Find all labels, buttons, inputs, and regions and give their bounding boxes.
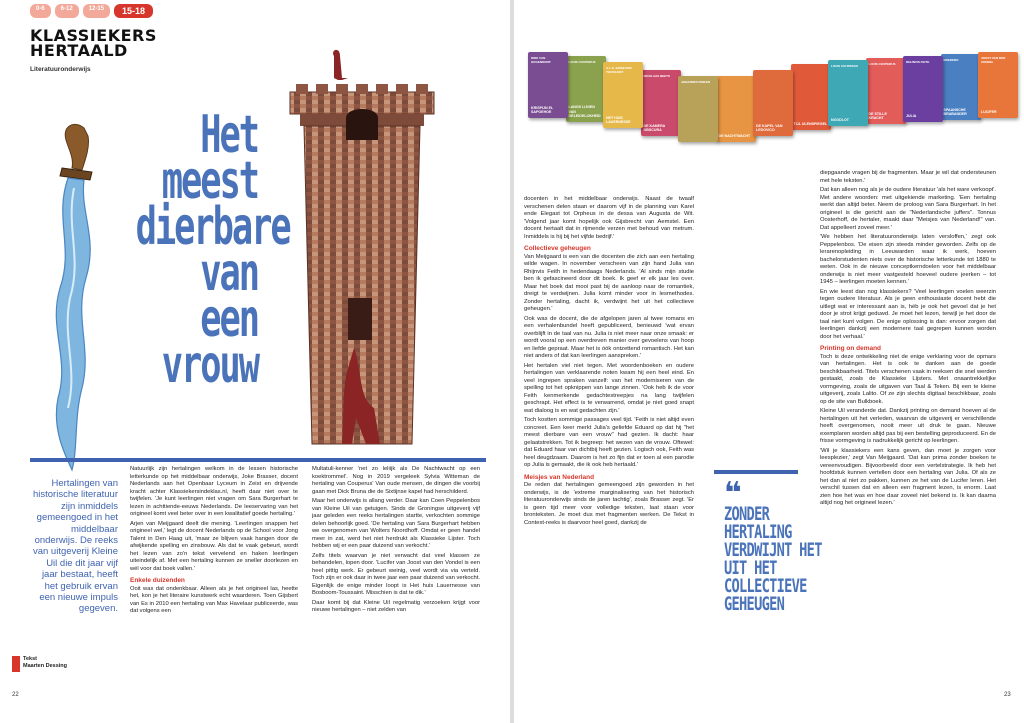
credit-label: Tekst [23,656,37,662]
intro-paragraph: Hertalingen van historische literatuur zijn inmiddels gemeengoed in het middelbaar onderwijs. De reeks van uitgeverij Kleine Uil die dit jaar vijf jaar bestaat, heeft het gebruik ervan een nieuwe impuls gegeven. [32,478,118,615]
subheading: Printing on demand [820,345,882,352]
book-author: BREDERO [943,58,959,62]
age-tab[interactable]: 0-6 [30,4,51,18]
text-column-1 [130,466,298,618]
paragraph: 'Wil je klassiekers een kans geven, dan moet je zorgen voor leesplezier,' zegt Van Meijgaard. 'Dat kan prima zonder boeken te vereenvoudigen. Bijvoorbeeld door een vertelstrategie. Ik heb het hoofdstuk kunnen vertellen door een hertaling van Julia. Of als ze het dan al niet zo pakken, kunnen ze het van de Lucifer leren. Het verschil tussen dat en alleen een fragment lezen, is enorm. Laat zien hoe het was en hoe daar zoveel niet bekend is. Ik kan daarna altijd nog het origineel lezen.' [820,447,996,506]
paragraph: Ook was de docent, die de afgelopen jaren al twee romans en een verhalenbundel heeft gepubliceerd, benieuwd 'wat ervan overblijft in de taal van nu. Julia is niet meer naar onze smaak: er wordt vooral op een overdreven manier over gevoelens van hoop en liefde gepraat. Maar het is óók ontzettend romantisch. Het kan niet anders of dat kan leerlingen aanspreken.' [524,315,694,359]
book-author: LOUIS COUPERUS [568,60,596,64]
paragraph: Arjen van Meijgaard deelt die mening. 'Leerlingen snappen het origineel wel,' legt de docent Nederlands op de School voor Jong Talent in Den Haag uit, 'maar ze blijven vaak hangen door de afwijkende spelling en zinsbouw. Als dat te vaak gebeurt, wordt het lezen van zo'n tekst vervelend en haken leerlingen uiteindelijk af. Met een hertaling kunnen ze sneller doorlezen en wél voor dat boek vallen.' [130,520,298,572]
book-title: TIJL ULENSPIEGEL [793,121,828,126]
credit-author: Maarten Dessing [23,662,68,669]
subheading: Enkele duizenden [130,577,185,584]
book-cover [603,62,643,128]
book-title: JULIA [906,113,917,118]
paragraph: De reden dat hertalingen gemeengoed zijn geworden in het onderwijs, is de 'extreme marginalisering van het historisch literatuuronderwijs sinds de jaren tachtig', zoals Brasser zegt. 'Er is geen tijd meer voor volledige teksten, laat staan voor bronteksten. Je moet dus met fragmenten werken. De Tekst in Context-reeks is daarvoor heel goed, dankzij de [524,482,694,526]
pull-quote [724,476,824,615]
dagger-icon [44,118,114,478]
book-cover [678,76,718,142]
text-column-3 [524,196,694,529]
headline-line: Het [200,105,258,165]
pull-quote-text: ZONDER HERTALING VERDWIJNT HET UIT HET COLLECTIEVE GEHEUGEN [724,503,822,615]
paragraph: Toch is deze ontwikkeling niet de enige verklaring voor de opmars van hertalingen. Het is ook te danken aan de goede beschikbaarheid. Titels verschenen vaak in reeksen die snel werden gestaakt, zoals de Klassieke Lijsters. Met onaantrekkelijke vormgeving, zoals de uitgaven van Taal & Teken. Bij een te kleine uitgeverij, zoals Lalito. Of ze zijn slechts digitaal beschikbaar, zoals op de site van Bulkboek. [820,353,996,405]
book-cover [528,52,568,118]
book-author: DIRK VAN HOGENDORP [531,56,551,64]
paragraph: Daar komt bij dat Kleine Uil regelmatig verzoeken krijgt voor nieuwe hertalingen – niet zelden van [312,599,480,613]
headline-line: dierbare [135,197,290,257]
paragraph: Multatuli-kenner 'net zo leliijk als De Nachtwacht op een koektrommel'. Nog in 2019 vergeleek Sylvia Witteman de hertaling van Couperus' Van oude mensen, de dingen die voorbij gaan met Dick Bruna die de Sixtijnse kapel had herschilderd. [312,466,480,495]
text-column-2 [312,466,480,617]
paragraph: Zelfs titels waarvan je niet verwacht dat veel klassen ze behandelen, lopen door. 'Lucifer van Joost van den Vondel is een heel pittig werk. Er gebeurt weinig, veel wordt via via verteld. Toch zijn er ook daar in twee jaar een paar duizend van verkocht. Eigenlijk de enige minder loopt is Het huis Lauernesse van Bosboom-Toussaint. Misschien is dat te dik.' [312,552,480,596]
headline-line: van een [200,243,258,349]
age-tab-active[interactable]: 15-18 [114,4,153,18]
book-author: RHIJNVIS FEITH [906,60,930,64]
series-kicker: KLASSIEKERS HERTAALD [30,26,157,60]
author-credit [12,656,67,672]
age-tab[interactable]: 6-12 [55,4,79,18]
book-cover [978,52,1018,118]
book-cover [941,54,981,120]
paragraph: diepgaande vragen bij de fragmenten. Maar je wil dat ondersteunen met hele teksten.' [820,170,996,184]
paragraph: 'We hebben het literatuuronderwijs laten versloffen,' zegt ook Peppelenbos. 'De eisen zijn steeds minder geworden. Zelfs op de lerarenopleiding in Leeuwarden waar ik werk, hoeven bachelorstudenten niets over de historische letterkunde tot 1880 te weten. Ook in de nieuwe conceptkerndoelen voor het middelbaar onderwijs is niet meer vastgesteld hoeveel oudere jeerken – tot 1945 – leerlingen moeten kennen.' [820,234,996,285]
paragraph: Maar het onderwijs is allang verder. Daar kan Coen Peppelenbos van Kleine Uil van getuigen. Sinds de Groningse uitgeverij vijf jaar geleden een reeks hertalingen startte, verkochten sommige delen behoorlijk goed. 'De hertaling van Sara Burgerhart hebben we overgenomen van Wolters Noordhoff. Omdat er geen handel meer in zat, werd het niet herdrukt als Klassieke Lijster. Toch hebben wij er een paar duizend van verkocht.' [312,498,480,549]
book-cover [866,58,906,124]
page-number: 22 [12,692,19,698]
book-author: LOUIS COUPERUS [868,62,896,66]
book-title: DE STILLE KRACHT [868,111,887,120]
section-rule [30,458,486,462]
book-cover [641,70,681,136]
age-tabs [30,4,153,18]
book-title: KRISPIJN EL SAPOEHOE [531,105,554,114]
age-tab[interactable]: 12-15 [83,4,110,18]
paragraph: Kleine Uil veranderde dat. Dankzij printing on demand hoeven al de hertalingen uit het verleden, waarvan de uitgeverij er verschillende heeft overgenomen, nooit meer uit druk te gaan. Nieuwe exemplaren worden altijd pas bij een bestelling geproduceerd. En de frisse vormgeving is nadrukkelijk gericht op leerlingen. [820,408,996,444]
paragraph: Van Meijgaard is een van die docenten die zich aan een hertaling wilde wagen. In november verscheen van zijn hand Julia van Rhijnvis Feith in hedendaags Nederlands. 'Al sinds mijn studie ben ik gefascineerd door dit boek. Ik geef er elk jaar les over. Maar het boek dat mooi past bij de aanloop naar de romantiek, dreigt te verdwijnen. Julia komt minder voor in lesmethodes. Zonder hertaling, dacht ik, verdwijnt het uit het collectieve geheugen.' [524,253,694,312]
book-title: DE KAPEL VAN LEDOVICO [756,123,783,132]
book-cover [566,56,606,122]
section-label: Literatuuronderwijs [30,66,91,73]
headline-line: meest [161,151,258,211]
left-page [0,0,510,723]
paragraph: Natuurlijk zijn hertalingen welkom in de lessen historische letterkunde op het middelbaar onderwijs, Joke Brasser, docent Nederlands aan het Openbaar Lyceum in Zeist en drijvende kracht achter Klassiekersindeklas.nl, heeft daar niet over te twijfelen. 'Je kunt leerlingen niet vragen om Sara Burgerhart te lezen in achttiende-eeuws Nederlands. De leeservaring van het origineel komt veel beter over in een kwalitatief goede hertaling.' [130,466,298,517]
text-column-4 [820,170,996,510]
paragraph: Ooit was dat ondenkbaar. Alleen als je het origineel las, heette het, kon je het literaire kunstwerk echt waarderen. Toen Gijsbert van Es in 2010 een hertaling van Max Havelaar publiceerde, was dat volgens een [130,585,298,614]
book-cover [828,60,868,126]
tower-icon [282,48,442,448]
book-cover [716,76,756,142]
book-author: LOUIS COUPERUS [831,64,859,68]
credit-mark [12,656,20,672]
book-author: NICOLAAS BEETS [643,74,671,78]
book-title: DE NACHTWACHT [718,133,751,138]
paragraph: En wie leest dan nog klassiekers? 'Veel leerlingen voelen weerzin tegen oudere literatuur. Als je geen enthousiaste docent hebt die uitlegt wat er interessant aan is, héb je ook het gevoel dat je het door je strot krijgt geduwd. Je moet het lezen, terwijl je het door de taal niet kunt volgen. De enige oplossing is dan: ervoor zorgen dat leerlingen dankzij een modernere taal gegrepen kunnen worden door het verhaal.' [820,288,996,340]
book-author: JOOST VAN DEN VONDEL [981,56,1006,64]
page-number: 23 [1004,692,1011,698]
book-title: SPAANSCHE BRABANDER [943,107,967,116]
book-covers-row [514,36,1024,146]
paragraph: Het hertalen viel niet tegen. Met woordenboeken en oudere hertalingen van verklaarende noten kwam hij een heel eind. En veel ingrepen spraken vanzelf: van het moderniseren van de spelling tot het opknippen van lange zinnen. 'Ook heb ik de voor Feith kenmerkende gedachtestreepjes na lang twijfelen geschrapt. Het effect is te verwarrend, omdat je niet goed snapt wat dialoog is en wat gedachten zijn.' [524,362,694,414]
headline-line: vrouw [161,335,258,395]
headline [135,105,290,395]
book-title: LANGS LIJNEN VAN GELEIDELIJKHEID [568,105,601,118]
paragraph: Toch kostten sommige passages veel tijd. 'Feith is niet altijd even concreet. Een keer merkt Julia's geliefde Eduard op dat hij "het meest dierbare van een vrouw" had gezien. Ik dacht: haar gelaatstrekken. Tot ik begreep: het wezen van de vrouw. Oftewel: dat Eduard haar van dichtbij heeft gezien. Logisch ook, Feith was heel deugdzaam. Daarom is het zo fijn dat er toen al een parodie op Julia is gemaakt, die ik ook heb hertaald.' [524,417,694,468]
book-title: NOODLOT [831,117,849,122]
paragraph: docenten in het middelbaar onderwijs. Naast de twaalf verschenen delen staan er daarom vijf in de planning van Karel ende Elegast tot Orpheus in de dessa van Augusta de Wit. 'Volgend jaar komt hopelijk ook Gijsbrecht van Aemstel. Een docent hertaalt dat in rijmende verzen met behoud van metrum. Inmiddels is hij bij het vijfde bedrijf.' [524,196,694,240]
book-author: JOHANNES KINKER [681,80,711,84]
right-page [514,0,1024,723]
book-title: HET HUIS LAUERNESSE [606,115,631,124]
book-title: LUCIFER [981,109,997,114]
book-cover [753,70,793,136]
subheading: Meisjes van Nederland [524,473,595,481]
book-cover [791,64,831,130]
paragraph: Dat kan alleen nog als je de oudere literatuur 'als het ware verkoopt'. Met andere woorden: met uitgekiende marketing. 'Een hertaling werkt dan altijd beter. Neem de proloog van Sara Burgerhart. In het origineel is die gericht aan de "Nederlandsche juffers". Tonnus Oosterhoff, de hertaler, maakt daar "Meisjes van Nederland!" van. Dat appelleert zoveel meer.' [820,187,996,231]
subheading: Collectieve geheugen [524,245,591,252]
book-author: A.L.G. BOSBOOM-TOUSSAINT [606,66,633,74]
quote-rule [714,470,798,474]
quote-mark-icon: ❝ [724,476,742,511]
book-title: DE KAMERA OBSCURA [643,123,666,132]
book-cover [903,56,943,122]
